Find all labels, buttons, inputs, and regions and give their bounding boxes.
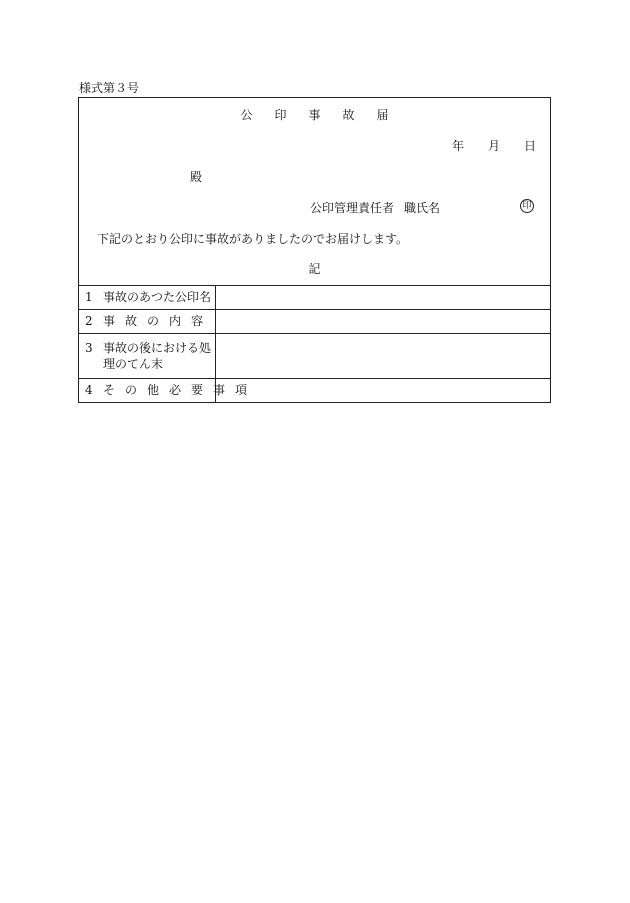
date-year-label: 年 xyxy=(452,139,465,153)
row-label xyxy=(79,334,216,378)
row-value-field[interactable] xyxy=(216,286,550,309)
table-row xyxy=(79,334,550,379)
official-title: 公印管理責任者 xyxy=(310,201,395,215)
date-day-label: 日 xyxy=(524,139,537,153)
form-number: 様式第３号 xyxy=(79,81,140,95)
form-title: 公印事故届 xyxy=(240,108,411,122)
name-label: 職氏名 xyxy=(404,201,441,215)
row-label-text: 事故のあつた公印名 xyxy=(103,290,212,304)
table-row xyxy=(79,286,550,310)
row-label xyxy=(79,379,258,403)
row-label-text-line2: 理のてん末 xyxy=(103,357,164,371)
addressee-suffix: 殿 xyxy=(190,170,203,184)
incident-report-form xyxy=(78,97,551,403)
row-number: 1 xyxy=(85,290,93,304)
row-label-text: その他必要事項 xyxy=(103,383,258,397)
row-number: 2 xyxy=(85,314,93,328)
row-number: 3 xyxy=(85,341,93,355)
row-number: 4 xyxy=(85,383,93,397)
row-value-field[interactable] xyxy=(216,310,550,333)
table-row xyxy=(79,379,550,403)
ki-heading: 記 xyxy=(308,262,321,276)
row-label-text: 事故の内容 xyxy=(103,314,214,328)
row-value-field[interactable] xyxy=(216,379,550,403)
row-label-text-line1: 事故の後における処 xyxy=(103,341,212,355)
date-month-label: 月 xyxy=(488,139,501,153)
table-row xyxy=(79,310,550,334)
details-table xyxy=(79,285,550,403)
row-value-field[interactable] xyxy=(216,334,550,378)
body-text: 下記のとおり公印に事故がありましたのでお届けします。 xyxy=(97,232,409,246)
row-label xyxy=(79,310,216,333)
row-label xyxy=(79,286,216,309)
seal-mark: 印 xyxy=(520,199,534,213)
